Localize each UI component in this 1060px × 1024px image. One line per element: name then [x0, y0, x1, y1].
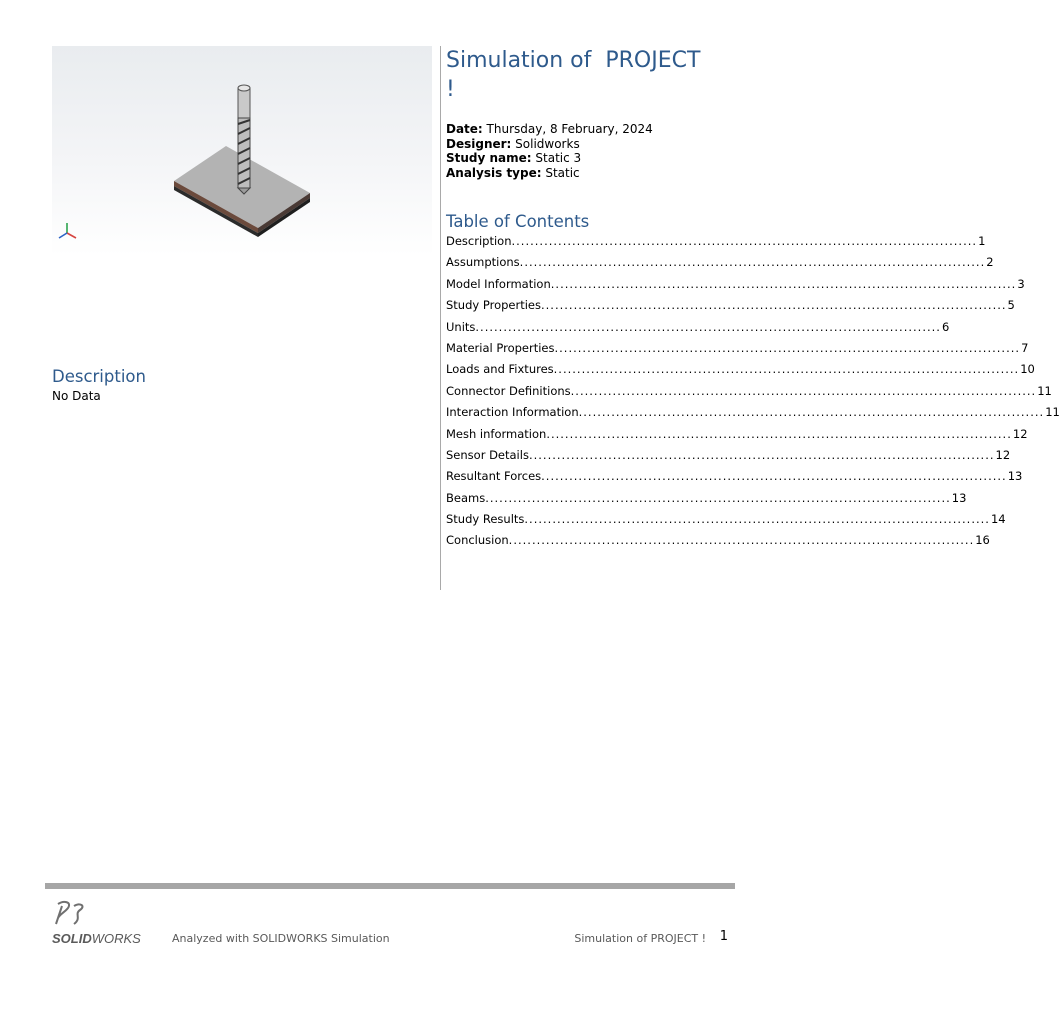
meta-analysis-type	[446, 166, 653, 181]
toc-item-label: Study Results	[446, 512, 525, 527]
toc-item[interactable]: Material Properties .................................................................................................... 7	[446, 338, 716, 359]
toc-item-page: 1	[978, 234, 986, 248]
meta-analysis-label: Analysis type:	[446, 165, 542, 180]
meta-study-label: Study name:	[446, 151, 532, 165]
toc-item-label: Connector Definitions	[446, 383, 571, 398]
footer-analyzed-text: Analyzed with SOLIDWORKS Simulation	[172, 932, 390, 945]
toc-item[interactable]: Resultant Forces .................................................................................................... 13	[446, 466, 716, 487]
toc-item-page: 11	[1037, 383, 1052, 398]
ds-logo-icon	[52, 898, 92, 930]
toc-item-label: Conclusion	[446, 533, 509, 548]
meta-designer	[446, 137, 653, 152]
model-preview-image	[52, 46, 432, 256]
toc-item-label: Resultant Forces	[446, 469, 542, 484]
meta-designer-value: Solidworks	[511, 136, 580, 151]
toc-item[interactable]: Loads and Fixtures .................................................................................................... 10	[446, 359, 716, 380]
toc-item-label: Study Properties	[446, 298, 541, 313]
toc-item[interactable]: Units .................................................................................................... 6	[446, 317, 716, 338]
toc-item-page: 10	[1020, 362, 1035, 377]
meta-date	[446, 122, 653, 137]
toc-item-label: Units	[446, 319, 476, 334]
meta-date-value: Thursday, 8 February, 2024	[482, 122, 653, 136]
report-title: Simulation of PROJECT !	[446, 48, 701, 102]
toc-heading: Table of Contents	[446, 212, 590, 231]
logo-suffix: WORKS	[91, 931, 141, 946]
toc-item-page: 12	[995, 447, 1011, 462]
toc-item-page: 14	[990, 512, 1006, 527]
toc-item-label: Assumptions	[446, 255, 520, 270]
table-of-contents	[446, 231, 1060, 552]
meta-designer-label: Designer:	[446, 136, 512, 151]
toc-item-label: Description	[446, 234, 512, 248]
toc-item[interactable]: Model Information .................................................................................................... 3	[446, 274, 716, 295]
description-body: No Data	[52, 389, 101, 403]
footer-rule	[45, 883, 735, 889]
toc-item[interactable]: Study Results .................................................................................................... 14	[446, 509, 716, 530]
logo-prefix: SOLID	[52, 931, 92, 946]
axis-triad-icon	[56, 220, 78, 242]
toc-item[interactable]: Conclusion .................................................................................................... 16	[446, 530, 716, 551]
toc-item-page: 16	[975, 533, 990, 548]
toc-item[interactable]: Beams .................................................................................................... 13	[446, 488, 716, 509]
meta-study-value: Static 3	[531, 151, 582, 165]
column-divider	[440, 46, 441, 590]
toc-item-label: Beams	[446, 490, 486, 505]
toc-item[interactable]: Description .................................................................................................... 1	[446, 231, 716, 252]
toc-item-page: 3	[1017, 276, 1025, 291]
toc-item-page: 13	[1007, 469, 1023, 484]
toc-item-page: 11	[1045, 405, 1060, 420]
toc-item[interactable]: Study Properties .................................................................................................... 5	[446, 295, 716, 316]
solidworks-logo	[52, 898, 162, 948]
toc-item-label: Mesh information	[446, 426, 547, 441]
toc-item-label: Loads and Fixtures	[446, 362, 554, 377]
study-metadata	[446, 122, 653, 180]
toc-item-page: 7	[1021, 340, 1029, 355]
toc-item[interactable]: Sensor Details .................................................................................................... 12	[446, 445, 716, 466]
meta-study-name	[446, 151, 653, 166]
footer-page-number: 1	[719, 929, 728, 944]
toc-item-label: Sensor Details	[446, 447, 529, 462]
toc-item-page: 2	[986, 255, 994, 270]
solidworks-wordmark	[52, 931, 141, 946]
footer-doc-title: Simulation of PROJECT !	[574, 932, 706, 945]
description-heading: Description	[52, 367, 146, 386]
toc-item-label: Material Properties	[446, 340, 555, 355]
toc-item[interactable]: Mesh information .................................................................................................... 12	[446, 424, 716, 445]
toc-item-page: 13	[951, 490, 967, 505]
toc-item-page: 12	[1012, 426, 1028, 441]
toc-item-page: 6	[941, 319, 950, 334]
toc-item[interactable]: Interaction Information .................................................................................................... 11	[446, 402, 716, 423]
toc-item-page: 5	[1007, 298, 1015, 313]
meta-analysis-value: Static	[541, 165, 580, 180]
toc-item-label: Model Information	[446, 276, 551, 291]
toc-item[interactable]: Assumptions .................................................................................................... 2	[446, 252, 716, 273]
toc-item-label: Interaction Information	[446, 405, 579, 420]
meta-date-label: Date:	[446, 122, 483, 136]
toc-item[interactable]: Connector Definitions .................................................................................................... 11	[446, 381, 716, 402]
